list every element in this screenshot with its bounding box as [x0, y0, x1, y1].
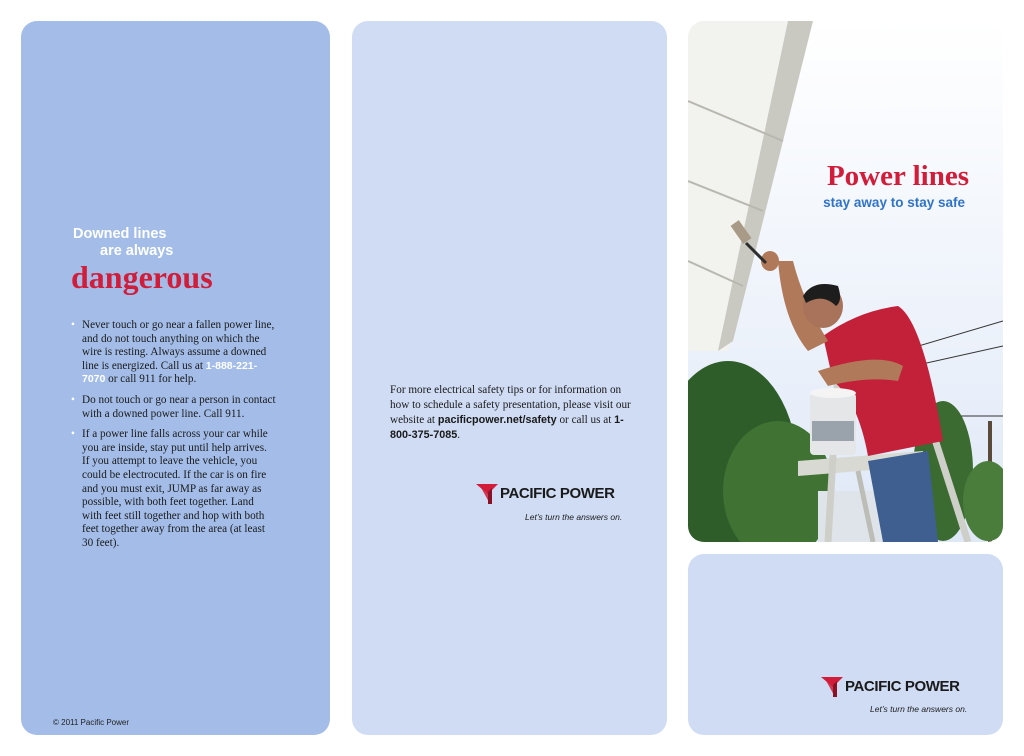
painter-photo: [688, 21, 1003, 542]
safety-tips-list: [71, 319, 276, 558]
info-text: or call us at: [556, 414, 615, 426]
brand-wordmark: PACIFIC POWER: [500, 484, 615, 502]
back-cover-panel: [688, 554, 1003, 735]
pacific-power-logo-icon: [476, 482, 498, 504]
tip-text: Never touch or go near a fallen power line, and do not touch anything on which the wire is resting. Always assume a downed line is energized. Call us at: [82, 319, 275, 372]
pacific-power-logo: [476, 482, 615, 504]
cover-title: Power lines: [826, 160, 969, 192]
pacific-power-logo: [821, 675, 960, 697]
brand-tagline: Let’s turn the answers on.: [525, 512, 623, 522]
bullet-icon: •: [71, 393, 75, 406]
contact-info: [390, 383, 640, 443]
safety-tip: [71, 428, 276, 550]
bullet-icon: •: [71, 428, 75, 441]
safety-tip: [71, 394, 276, 421]
cover-photo-panel: [688, 21, 1003, 542]
brand-wordmark: PACIFIC POWER: [845, 677, 960, 695]
website-link[interactable]: pacificpower.net/safety: [437, 414, 557, 426]
left-panel: [21, 21, 330, 735]
contact-phone: 1-800-375-7085: [390, 414, 624, 441]
safety-tip: [71, 319, 276, 387]
tip-text: If a power line falls across your car while you are inside, stay put until help arrives. If you attempt to leave the vehicle, you could be electrocuted. If the car is on fire and you must exit, JUMP as far away as possible, with both feet together. Land with feet still together and hop with both feet together away from the area (at least 30 feet).: [82, 428, 268, 549]
info-text: .: [457, 429, 461, 441]
brand-tagline: Let’s turn the answers on.: [870, 704, 968, 714]
bullet-icon: •: [71, 319, 75, 331]
middle-panel: [352, 21, 667, 735]
heading-line-1: Downed lines: [73, 226, 167, 242]
info-text: For more electrical safety tips or for information on how to schedule a safety presentation, please visit our website at: [390, 384, 631, 426]
heading-main: dangerous: [71, 259, 213, 295]
tip-text: or call 911 for help.: [105, 373, 197, 386]
cover-subtitle: stay away to stay safe: [823, 195, 965, 210]
outage-phone: 1-888-221-7070: [82, 359, 258, 386]
tip-text: Do not touch or go near a person in contact with a downed power line. Call 911.: [82, 393, 276, 420]
pacific-power-logo-icon: [821, 675, 843, 697]
copyright-notice: © 2011 Pacific Power: [53, 718, 130, 727]
heading-line-2: are always: [100, 243, 174, 259]
